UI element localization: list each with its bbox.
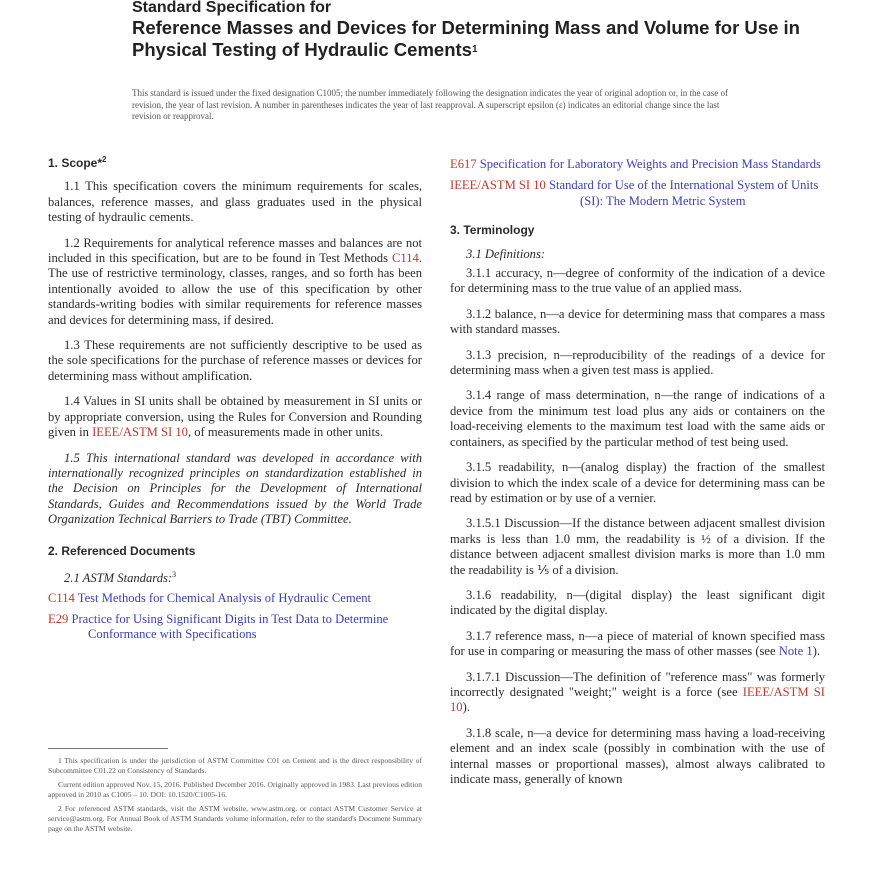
right-column xyxy=(450,157,825,797)
document-title xyxy=(132,17,812,61)
title-footnote-marker: 1 xyxy=(471,44,478,55)
paragraph-3-1-7-1: 3.1.7.1 Discussion—The definition of "reference mass" was formerly incorrectly designated "weight;" weight is a force (see IEEE/ASTM SI 10). xyxy=(450,669,825,715)
paragraph-1-3: 1.3 These requirements are not sufficiently descriptive to be used as the sole specifications for the purchase of reference masses or devices for determining mass without amplification. xyxy=(48,338,422,383)
paragraph-1-4: 1.4 Values in SI units shall be obtained by measurement in SI units or by appropriate conversion, using the Rules for Conversion and Rounding given in IEEE/ASTM SI 10, of measurements made in other units. xyxy=(48,394,422,440)
paragraph-3-1-5: 3.1.5 readability, n—(analog display) the fraction of the smallest division to which the index scale of a device for determining mass can be read by estimation or by use of a vernier. xyxy=(450,460,825,505)
link-si10-b[interactable]: IEEE/ASTM SI 10 xyxy=(450,684,825,715)
paragraph-3-1-2: 3.1.2 balance, n—a device for determining mass that compares a mass with standard masses. xyxy=(450,306,825,337)
link-si10[interactable]: IEEE/ASTM SI 10 xyxy=(92,425,188,440)
footnotes xyxy=(48,756,422,838)
footnote-1b: Current edition approved Nov. 15, 2016. Published December 2016. Originally approved in 1983. Last previous edition approved in 2010 as C1005 – 10. DOI: 10.1520/C1005-16. xyxy=(48,780,422,799)
paragraph-3-1-7: 3.1.7 reference mass, n—a piece of material of known specified mass for use in comparing or measuring the mass of other masses (see Note 1). xyxy=(450,628,825,659)
paragraph-3-1-8: 3.1.8 scale, n—a device for determining mass having a load-receiving element and an index scale (possibly in combination with the use of internal masses or proportional masses), almost always calibrated to indicate mass, generally of known xyxy=(450,725,825,786)
reference-e29[interactable]: E29 Practice for Using Significant Digits in Test Data to Determine Conformance with Specifications xyxy=(48,611,389,642)
reference-si10[interactable]: IEEE/ASTM SI 10 Standard for Use of the International System of Units (SI): The Modern Metric System xyxy=(450,178,819,208)
paragraph-3-1-5-1: 3.1.5.1 Discussion—If the distance between adjacent smallest division marks is less than 1.0 mm, the readability is ½ of a division. If the distance between adjacent smallest division marks is more than 1.0 mm the readability is ⅕ of a division. xyxy=(450,516,825,577)
section-heading-terminology: 3. Terminology xyxy=(450,223,535,238)
paragraph-1-1: 1.1 This specification covers the minimum requirements for scales, balances, reference masses, and glass graduates used in the physical testing of hydraulic cements. xyxy=(48,179,422,225)
section-heading-scope: 1. Scope*$^2$ xyxy=(48,155,107,170)
reference-c114[interactable]: C114 Test Methods for Chemical Analysis of Hydraulic Cement xyxy=(48,590,372,605)
paragraph-1-2: 1.2 Requirements for analytical reference masses and balances are not included in this specification, but are to be found in Test Methods C114. The use of restrictive terminology, classes, ranges, and so forth has been intentionally avoided to allow the use of this specification by other standards-writing bodies with similar requirements for reference masses and devices for determining mass, if desired. xyxy=(48,235,422,327)
paragraph-3-1-3: 3.1.3 precision, n—reproducibility of the readings of a device for determining mass when a given test mass is applied. xyxy=(450,347,825,378)
title-text: Reference Masses and Devices for Determining Mass and Volume for Use in Physical Testing of Hydraulic Cements xyxy=(132,17,800,60)
designation-notice: This standard is issued under the fixed designation C1005; the number immediately following the designation indicates the year of original adoption or, in the case of revision, the year of last revision. A number in parentheses indicates the year of last reapproval. A superscript epsilon (ε) indicates an editorial change since the last revision or reapproval. xyxy=(132,88,728,121)
section-heading-referenced-documents: 2. Referenced Documents xyxy=(48,543,196,558)
reference-e617[interactable]: E617 Specification for Laboratory Weights and Precision Mass Standards xyxy=(450,157,821,171)
link-c114[interactable]: C114 xyxy=(392,251,419,266)
document-header xyxy=(132,0,812,61)
paragraph-3-1-4: 3.1.4 range of mass determination, n—the range of indications of a device from the minimum test load plus any aids or containers on the load-receiving elements to the maximum test load with the same aids or containers, as specified by the particular method of test being used. xyxy=(450,388,825,449)
paragraph-3-1-1: 3.1.1 accuracy, n—degree of conformity of the indication of a device for determining mass to the true value of an applied mass. xyxy=(450,266,825,296)
left-column xyxy=(48,152,422,649)
pre-title: Standard Specification for xyxy=(132,0,332,16)
paragraph-1-5: 1.5 This international standard was developed in accordance with internationally recognized principles on standardization established in the Decision on Principles for the Development of International Standards, Guides and Recommendations issued by the World Trade Organization Technical Barriers to Trade (TBT) Committee. xyxy=(48,450,422,527)
link-note-1[interactable]: Note 1 xyxy=(778,644,813,659)
footnote-1: 1 This specification is under the jurisdiction of ASTM Committee C01 on Cement and is the direct responsibility of Subcommittee C01.22 on Consistency of Standards. xyxy=(48,756,422,775)
footnote-2: 2 For referenced ASTM standards, visit the ASTM website, www.astm.org, or contact ASTM Customer Service at service@astm.org. For Annual Book of ASTM Standards volume information, refer to the standard's Document Summary page on the ASTM website. xyxy=(48,804,422,833)
paragraph-3-1: 3.1 Definitions: xyxy=(466,246,546,261)
footnote-divider xyxy=(48,748,168,749)
paragraph-3-1-6: 3.1.6 readability, n—(digital display) the least significant digit indicated by the digital display. xyxy=(450,587,825,618)
astm-standards-label: 2.1 ASTM Standards:$^3$ xyxy=(64,569,177,586)
